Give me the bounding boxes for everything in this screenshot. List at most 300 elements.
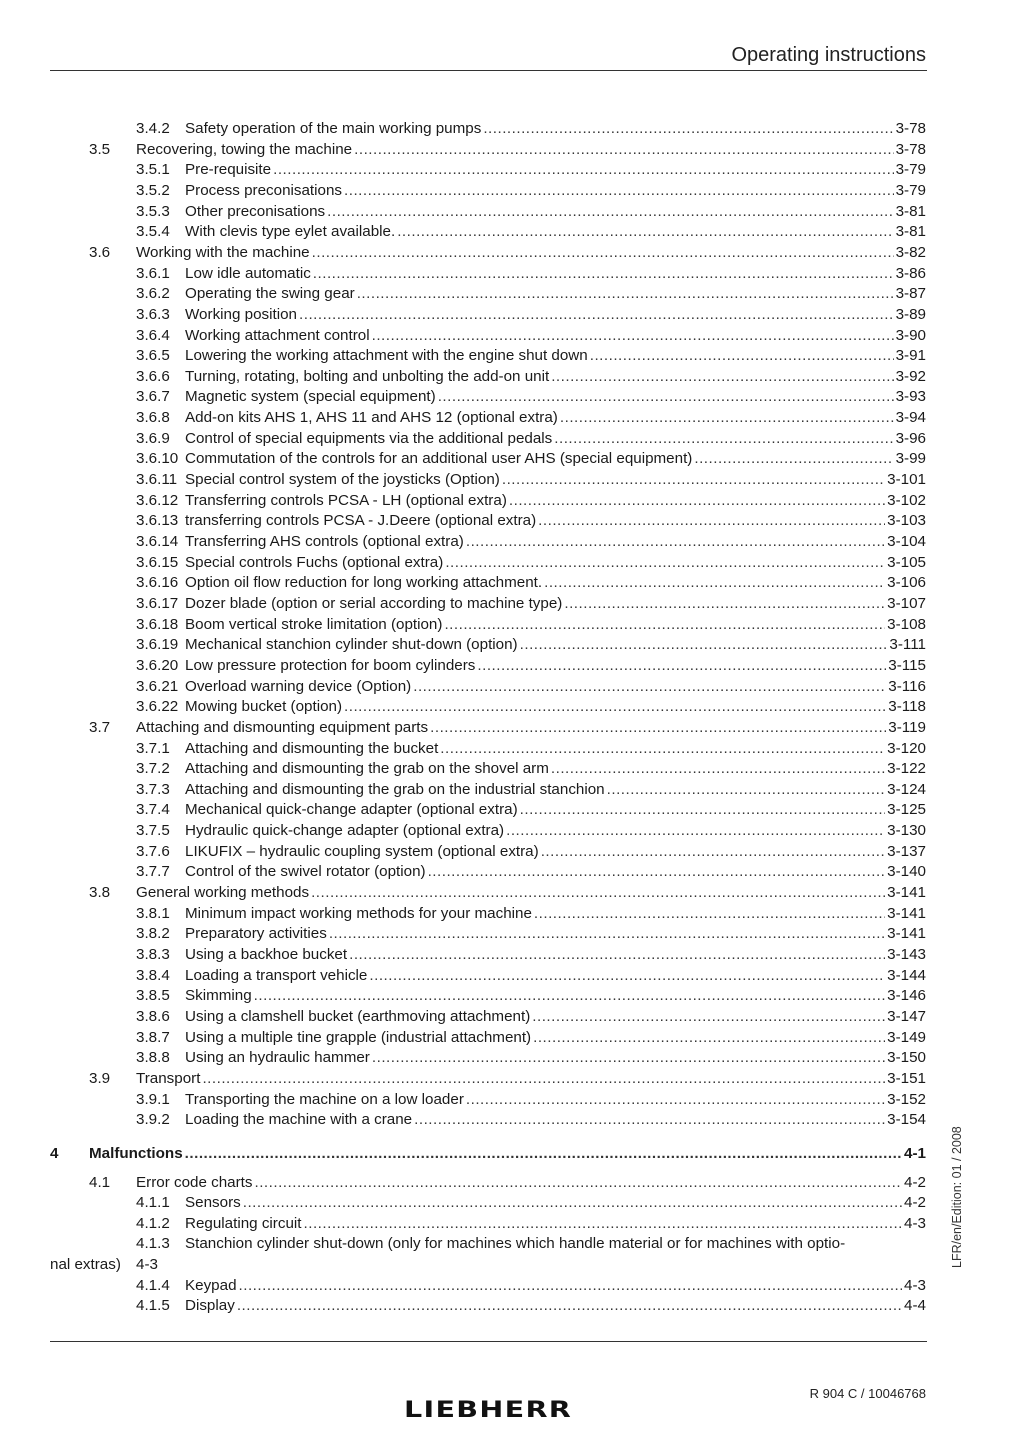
toc-page: 3-151 [887, 1069, 926, 1087]
toc-title: Using a multiple tine grapple (industrial attachment) [185, 1028, 532, 1046]
toc-number: 3.7.2 [136, 760, 170, 778]
toc-row[interactable] [0, 904, 1024, 925]
toc-number: 3.7.1 [136, 739, 170, 757]
toc-page: 4-2 [904, 1173, 926, 1191]
toc-title: Option oil flow reduction for long working attachment. [185, 574, 543, 592]
toc-number: 3.6.6 [136, 367, 170, 385]
toc-leader-dots [313, 264, 894, 285]
toc-leader-dots [502, 470, 885, 491]
toc-row[interactable] [0, 1234, 1024, 1255]
toc-title: Low idle automatic [185, 264, 311, 282]
toc-entry [185, 780, 926, 801]
toc-entry [185, 222, 926, 243]
toc-leader-dots [534, 904, 885, 925]
toc-number: 3.8.7 [136, 1028, 170, 1046]
toc-number: 3.7.6 [136, 842, 170, 860]
toc-leader-dots [372, 1048, 885, 1069]
toc-page: 3-120 [887, 739, 926, 757]
toc-leader-dots [299, 305, 894, 326]
toc-number: 3.6 [89, 243, 111, 261]
toc-number: 4.1.1 [136, 1194, 170, 1212]
toc-number: 3.4.2 [136, 120, 170, 137]
toc-entry [185, 532, 926, 553]
toc-page: 3-122 [887, 760, 926, 778]
toc-number: 3.6.9 [136, 429, 170, 447]
toc-number: 3.6.15 [136, 553, 179, 571]
toc-leader-dots [506, 821, 885, 842]
toc-number: 3.7 [89, 718, 111, 736]
toc-row[interactable] [0, 1090, 1024, 1111]
toc-number: 4.1.3 [136, 1235, 170, 1253]
toc-entry [185, 986, 926, 1007]
toc-leader-dots [564, 594, 885, 615]
toc-row[interactable] [0, 1028, 1024, 1049]
toc-page: 3-78 [895, 140, 926, 158]
toc-title: Special controls Fuchs (optional extra) [185, 553, 444, 571]
toc-title: Regulating circuit [185, 1214, 302, 1232]
toc-leader-dots [357, 284, 894, 305]
toc-leader-dots [551, 367, 893, 388]
toc-row[interactable] [0, 367, 1024, 388]
toc-leader-dots [237, 1296, 902, 1317]
toc-entry [185, 1048, 926, 1069]
toc-title: Preparatory activities [185, 925, 327, 943]
toc-page: 3-143 [887, 946, 926, 963]
toc-title: Other preconisations [185, 202, 326, 220]
toc-number: 3.6.4 [136, 326, 170, 344]
toc-title: Minimum impact working methods for your machine [185, 904, 532, 922]
toc-title: Display [185, 1297, 235, 1315]
toc-page: 3-79 [895, 161, 926, 179]
toc-row[interactable] [0, 1296, 1024, 1317]
toc-row[interactable] [0, 842, 1024, 863]
toc-page: 3-119 [888, 718, 926, 736]
toc-page: 3-101 [887, 471, 926, 489]
toc-page: 3-94 [895, 409, 926, 427]
toc-row[interactable] [0, 759, 1024, 780]
toc-entry [185, 119, 926, 140]
toc-leader-dots [541, 842, 885, 863]
toc-title: Transport [136, 1069, 201, 1087]
toc-leader-dots [438, 387, 894, 408]
toc-entry [185, 181, 926, 202]
toc-leader-dots [202, 1069, 885, 1090]
toc-entry [185, 800, 926, 821]
toc-page: 3-152 [887, 1090, 926, 1108]
toc-number: 3.6.13 [136, 512, 179, 530]
toc-leader-dots [440, 739, 885, 760]
toc-page: 3-104 [887, 533, 926, 550]
toc-page: 3-91 [895, 347, 926, 365]
toc-number: 3.9 [89, 1069, 111, 1087]
toc-title: Stanchion cylinder shut-down (only for machines which handle material or for machines with optio- [185, 1235, 846, 1253]
toc-row[interactable] [0, 326, 1024, 347]
toc-number: 3.5.3 [136, 202, 170, 220]
toc-row[interactable] [0, 243, 1024, 264]
toc-entry [185, 1090, 926, 1111]
toc-entry [185, 1028, 926, 1049]
toc-row[interactable] [0, 1276, 1024, 1297]
toc-row[interactable] [0, 532, 1024, 553]
toc-page: 3-82 [895, 243, 926, 261]
toc-row[interactable] [0, 924, 1024, 945]
toc-number: 3.9.1 [136, 1090, 170, 1108]
toc-page: 3-149 [887, 1028, 926, 1046]
toc-page: 4-1 [904, 1144, 926, 1162]
footer-divider [50, 1341, 927, 1342]
toc-row[interactable] [0, 780, 1024, 801]
toc-title: Hydraulic quick-change adapter (optional extra) [185, 822, 505, 840]
toc-title-continued: nal extras) [50, 1256, 121, 1274]
toc-title: Operating the swing gear [185, 285, 355, 303]
toc-entry [185, 1276, 926, 1297]
toc-leader-dots [344, 697, 886, 718]
toc-leader-dots [397, 222, 893, 243]
toc-page: 3-103 [887, 512, 926, 530]
toc-entry [185, 759, 926, 780]
toc-title: Sensors [185, 1194, 241, 1212]
toc-number: 3.8.1 [136, 904, 170, 922]
toc-title: Working position [185, 305, 297, 323]
toc-leader-dots [445, 553, 885, 574]
toc-page: 3-144 [887, 966, 926, 984]
toc-title: Using a backhoe bucket [185, 946, 348, 963]
toc-row[interactable] [0, 697, 1024, 718]
toc-title: Recovering, towing the machine [136, 140, 353, 158]
toc-row[interactable] [0, 511, 1024, 532]
toc-row[interactable] [0, 1007, 1024, 1028]
toc-entry [136, 140, 926, 161]
toc-title: Low pressure protection for boom cylinders [185, 656, 476, 674]
toc-number: 3.6.3 [136, 305, 170, 323]
toc-leader-dots [243, 1193, 902, 1214]
toc-number: 4.1.5 [136, 1297, 170, 1315]
toc-page: 3-115 [888, 656, 926, 674]
toc-leader-dots [239, 1276, 903, 1297]
toc-number: 3.7.4 [136, 801, 170, 819]
toc-row[interactable] [0, 449, 1024, 470]
toc-entry [185, 656, 926, 677]
toc-row[interactable] [0, 553, 1024, 574]
toc-page: 3-93 [895, 388, 926, 406]
toc-number: 3.7.5 [136, 822, 170, 840]
toc-leader-dots [560, 408, 894, 429]
toc-number: 3.6.21 [136, 677, 179, 695]
toc-row[interactable] [0, 222, 1024, 243]
toc-row[interactable] [0, 573, 1024, 594]
toc-page: 3-111 [889, 636, 926, 654]
toc-title: Loading the machine with a crane [185, 1111, 413, 1129]
toc-leader-dots [607, 780, 886, 801]
toc-number: 4.1.2 [136, 1214, 170, 1232]
toc-title: Commutation of the controls for an additional user AHS (special equipment) [185, 450, 693, 468]
toc-title: Mowing bucket (option) [185, 698, 343, 716]
toc-leader-dots [477, 656, 886, 677]
toc-title: With clevis type eylet available. [185, 223, 396, 241]
toc-number: 3.6.8 [136, 409, 170, 427]
toc-page: 4-4 [904, 1297, 926, 1315]
toc-row[interactable] [0, 862, 1024, 883]
toc-row[interactable] [0, 883, 1024, 904]
toc-title: Transporting the machine on a low loader [185, 1090, 464, 1108]
toc-number: 3.8.8 [136, 1049, 170, 1067]
toc-number: 4 [50, 1144, 59, 1162]
toc-number: 3.6.14 [136, 533, 179, 550]
toc-title: Transferring AHS controls (optional extra) [185, 533, 464, 550]
toc-title: Attaching and dismounting the grab on the shovel arm [185, 760, 549, 778]
toc-entry [89, 1144, 926, 1165]
toc-row[interactable] [0, 718, 1024, 739]
toc-chapter[interactable] [0, 1144, 1024, 1165]
toc-row[interactable] [0, 635, 1024, 656]
toc-number: 3.9.2 [136, 1111, 170, 1129]
toc-row[interactable] [0, 1110, 1024, 1131]
toc-number: 3.7.7 [136, 863, 170, 881]
toc-leader-dots [372, 326, 894, 347]
toc-row[interactable] [0, 1214, 1024, 1235]
toc-leader-dots [413, 677, 886, 698]
toc-entry [185, 739, 926, 760]
toc-leader-dots [428, 862, 886, 883]
toc-page: 3-106 [887, 574, 926, 592]
toc-title: Using an hydraulic hammer [185, 1049, 370, 1067]
toc-page: 3-147 [887, 1007, 926, 1025]
toc-row[interactable] [0, 615, 1024, 636]
toc-leader-dots [551, 759, 885, 780]
toc-row[interactable] [0, 305, 1024, 326]
toc-page: 4-3 [904, 1214, 926, 1232]
toc-title: Pre-requisite [185, 161, 272, 179]
toc-leader-dots [329, 924, 885, 945]
toc-entry [185, 305, 926, 326]
toc-number: 3.6.18 [136, 615, 179, 633]
toc-entry [136, 883, 926, 904]
toc-entry [185, 367, 926, 388]
toc-leader-dots [554, 429, 893, 450]
toc-page: 3-96 [895, 429, 926, 447]
toc-leader-dots [414, 1110, 885, 1131]
toc-leader-dots [538, 511, 885, 532]
toc-row[interactable] [0, 986, 1024, 1007]
toc-entry [185, 326, 926, 347]
toc-title: Safety operation of the main working pumps [185, 120, 482, 137]
toc-leader-dots [327, 202, 893, 223]
toc-leader-dots [466, 1090, 885, 1111]
toc-page: 4-2 [904, 1194, 926, 1212]
toc-number: 3.5.1 [136, 161, 170, 179]
toc-number: 3.8 [89, 884, 111, 902]
toc-row[interactable] [0, 408, 1024, 429]
toc-page: 3-86 [895, 264, 926, 282]
toc-entry [185, 346, 926, 367]
toc-title: Error code charts [136, 1173, 253, 1191]
toc-row[interactable] [0, 1048, 1024, 1069]
toc-row[interactable] [0, 656, 1024, 677]
toc-number: 3.6.10 [136, 450, 179, 468]
toc-title: transferring controls PCSA - J.Deere (optional extra) [185, 512, 537, 530]
toc-entry [185, 491, 926, 512]
toc-page: 3-141 [887, 904, 926, 922]
toc-page: 3-89 [895, 305, 926, 323]
toc-leader-dots [273, 160, 893, 181]
toc-row[interactable] [0, 284, 1024, 305]
toc-entry [185, 553, 926, 574]
toc-leader-dots [430, 718, 886, 739]
toc-leader-dots [483, 119, 893, 140]
toc-leader-dots [254, 986, 885, 1007]
toc-leader-dots [533, 1028, 885, 1049]
toc-entry [185, 677, 926, 698]
toc-number: 3.5 [89, 140, 111, 158]
toc-page: 3-124 [887, 780, 926, 798]
toc-row[interactable] [0, 945, 1024, 966]
toc-page: 3-79 [895, 181, 926, 199]
toc-title: Special control system of the joysticks (Option) [185, 471, 500, 489]
toc-entry [185, 697, 926, 718]
toc-row[interactable] [0, 739, 1024, 760]
toc-entry [185, 966, 926, 987]
toc-leader-dots [444, 615, 885, 636]
toc-entry [185, 615, 926, 636]
toc-entry [185, 160, 926, 181]
toc-title: Keypad [185, 1276, 237, 1294]
toc-row[interactable] [0, 160, 1024, 181]
toc-title: Lowering the working attachment with the engine shut down [185, 347, 588, 365]
toc-number: 3.6.22 [136, 698, 179, 716]
toc-entry [185, 924, 926, 945]
toc-page: 3-130 [887, 822, 926, 840]
toc-entry [185, 1110, 926, 1131]
toc-number: 3.5.2 [136, 181, 170, 199]
toc-entry [185, 904, 926, 925]
toc-row[interactable] [0, 800, 1024, 821]
toc-title: Magnetic system (special equipment) [185, 388, 436, 406]
toc-title: Control of special equipments via the additional pedals [185, 429, 553, 447]
toc-page: 3-146 [887, 987, 926, 1005]
toc-entry [136, 243, 926, 264]
toc-number: 3.6.1 [136, 264, 170, 282]
toc-title: Overload warning device (Option) [185, 677, 412, 695]
toc-page: 3-107 [887, 594, 926, 612]
toc-page: 3-118 [888, 698, 926, 716]
toc-leader-dots [509, 491, 885, 512]
toc-entry [185, 1007, 926, 1028]
toc-number: 3.8.6 [136, 1007, 170, 1025]
toc-entry [185, 284, 926, 305]
toc-page: 3-99 [895, 450, 926, 468]
toc-page: 4-3 [904, 1276, 926, 1294]
toc-number: 3.8.5 [136, 987, 170, 1005]
toc-row[interactable] [0, 202, 1024, 223]
toc-row[interactable] [0, 594, 1024, 615]
toc-row-continuation[interactable] [0, 1255, 1024, 1276]
toc-number: 3.6.7 [136, 388, 170, 406]
toc-page: 3-141 [887, 884, 926, 902]
toc-number: 3.6.5 [136, 347, 170, 365]
toc-title: Skimming [185, 987, 252, 1005]
toc-row[interactable] [0, 264, 1024, 285]
toc-page: 3-102 [887, 491, 926, 509]
toc-leader-dots [466, 532, 885, 553]
toc-row[interactable] [0, 1069, 1024, 1090]
toc-page: 3-105 [887, 553, 926, 571]
toc-page: 3-125 [887, 801, 926, 819]
toc-leader-dots [520, 635, 888, 656]
toc-row[interactable] [0, 470, 1024, 491]
header-divider [50, 70, 927, 71]
toc-title: LIKUFIX – hydraulic coupling system (optional extra) [185, 842, 539, 860]
toc-title: Working with the machine [136, 243, 310, 261]
toc-row[interactable] [0, 346, 1024, 367]
toc-leader-dots [304, 1214, 903, 1235]
toc-leader-dots [349, 945, 885, 966]
toc-row[interactable] [0, 966, 1024, 987]
toc-leader-dots [312, 243, 894, 264]
toc-leader-dots [520, 800, 886, 821]
toc-row[interactable] [0, 491, 1024, 512]
toc-row[interactable] [0, 119, 1024, 140]
toc-number: 3.6.20 [136, 656, 179, 674]
toc-title: Boom vertical stroke limitation (option) [185, 615, 443, 633]
toc-number: 4.1.4 [136, 1276, 170, 1294]
toc-number: 3.7.3 [136, 780, 170, 798]
toc-title: Attaching and dismounting the bucket [185, 739, 439, 757]
toc-title: Using a clamshell bucket (earthmoving attachment) [185, 1007, 531, 1025]
toc-leader-dots [185, 1144, 902, 1165]
toc-title: Attaching and dismounting equipment parts [136, 718, 429, 736]
document-reference: R 904 C / 10046768 [809, 1386, 926, 1401]
toc-page: 3-90 [895, 326, 926, 344]
toc-title: Add-on kits AHS 1, AHS 11 and AHS 12 (optional extra) [185, 409, 558, 427]
toc-leader-dots [590, 346, 894, 367]
toc-number: 3.6.11 [136, 471, 178, 489]
toc-entry [185, 511, 926, 532]
toc-entry [136, 1069, 926, 1090]
toc-page: 3-150 [887, 1049, 926, 1067]
toc-title: Mechanical quick-change adapter (optional extra) [185, 801, 518, 819]
toc-leader-dots [344, 181, 894, 202]
toc-page: 4-3 [136, 1256, 158, 1274]
page-title: Operating instructions [731, 44, 926, 66]
toc-row[interactable] [0, 1193, 1024, 1214]
toc-entry [185, 1193, 926, 1214]
toc-leader-dots [694, 449, 893, 470]
toc-entry [185, 842, 926, 863]
toc-page: 3-92 [895, 367, 926, 385]
toc-page: 3-154 [887, 1111, 926, 1129]
toc-entry [185, 862, 926, 883]
toc-number: 3.6.19 [136, 636, 179, 654]
toc-row[interactable] [0, 140, 1024, 161]
toc-entry [185, 635, 926, 656]
toc-entry [185, 387, 926, 408]
toc-row[interactable] [0, 1173, 1024, 1194]
toc-entry [185, 821, 926, 842]
toc-entry [185, 202, 926, 223]
toc-row[interactable] [0, 387, 1024, 408]
toc-leader-dots [544, 573, 885, 594]
toc-title: Mechanical stanchion cylinder shut-down (option) [185, 636, 518, 654]
toc-row[interactable] [0, 821, 1024, 842]
toc-page: 3-116 [888, 677, 926, 695]
toc-title: Attaching and dismounting the grab on the industrial stanchion [185, 780, 605, 798]
toc-row[interactable] [0, 181, 1024, 202]
toc-row[interactable] [0, 429, 1024, 450]
toc-title: General working methods [136, 884, 310, 902]
toc-leader-dots [311, 883, 885, 904]
toc-page: 3-108 [887, 615, 926, 633]
toc-row[interactable] [0, 677, 1024, 698]
